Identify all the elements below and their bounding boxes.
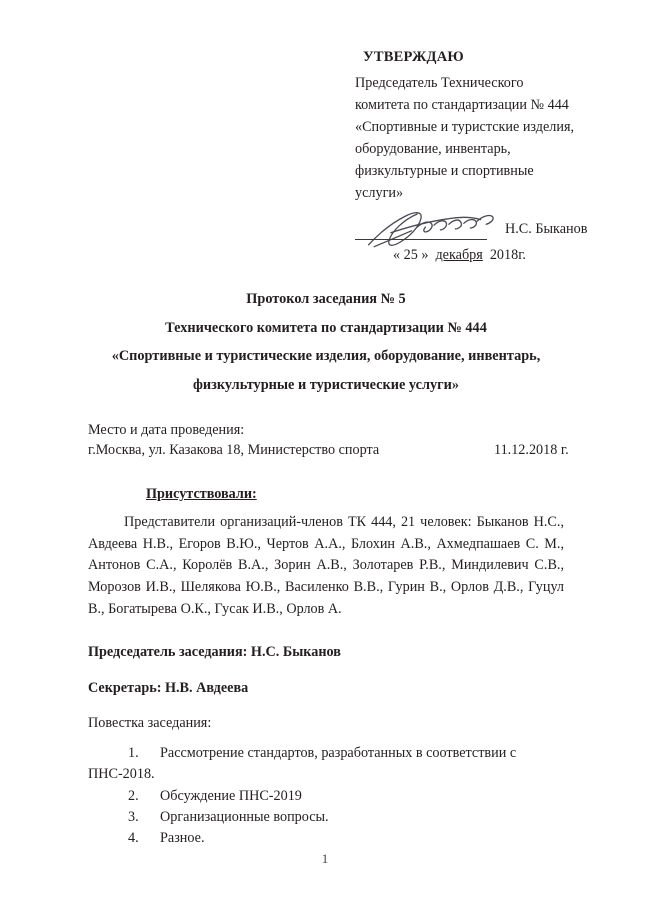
- chairman-line: Председатель заседания: Н.С. Быканов: [88, 644, 341, 661]
- place-date-row: [88, 440, 569, 460]
- document-title: [88, 285, 564, 399]
- approval-line-5: физкультурные и спортивные: [355, 163, 534, 180]
- agenda-item-number: 4.: [128, 830, 139, 847]
- agenda-item-text: Обсуждение ПНС-2019: [160, 787, 302, 804]
- agenda-item: [88, 786, 564, 807]
- agenda-item-text: Рассмотрение стандартов, разработанных в соответствии с ПНС-2018.: [88, 745, 517, 783]
- signature-area: [355, 210, 625, 272]
- handwritten-signature-icon: [363, 206, 503, 250]
- secretary-line: Секретарь: Н.В. Авдеева: [88, 679, 249, 696]
- agenda-item-number: 1.: [128, 745, 139, 762]
- signature-row: [355, 210, 625, 246]
- agenda-item-text: Разное.: [160, 830, 205, 847]
- attendees-text: Представители организаций-членов ТК 444, 21 человек: Быканов Н.С., Авдеева Н.В., Егоров В.Ю., Чертов А.А., Блохин А.В., Ахмедпашаев С. М., Антонов С.А., Королёв В.А., Зорин А.В., Золотарев Р.В., Миндилевич С.В., Морозов И.В., Шелякова Ю.В., Василенко В.В., Гурин В., Орлов Д.В., Гуцул В., Богатырева О.К., Гусак И.В., Орлов А.: [88, 514, 564, 617]
- approval-line-2: комитета по стандартизации № 444: [355, 96, 569, 113]
- page-number: 1: [321, 851, 329, 866]
- agenda-list: [88, 743, 564, 849]
- signature-rule: [355, 239, 487, 240]
- agenda-item-text: Организационные вопросы.: [160, 808, 329, 825]
- signatory-name: Н.С. Быканов: [505, 221, 588, 237]
- place-date-label: Место и дата проведения:: [88, 422, 245, 438]
- approval-block: [355, 48, 623, 205]
- title-line-4: физкультурные и туристические услуги»: [192, 376, 459, 393]
- agenda-label: Повестка заседания:: [88, 714, 212, 731]
- place-value: г.Москва, ул. Казакова 18, Министерство спорта: [88, 442, 380, 459]
- document-body: [88, 420, 569, 850]
- title-line-2: Технического комитета по стандартизации № 444: [165, 319, 487, 336]
- approval-line-3: «Спортивные и туристские изделия,: [355, 118, 575, 135]
- agenda-item-number: 3.: [128, 808, 139, 825]
- meeting-date: 11.12.2018 г.: [494, 442, 569, 459]
- approval-title: УТВЕРЖДАЮ: [363, 49, 464, 65]
- approval-date-day: « 25 »: [393, 247, 429, 263]
- agenda-item: [88, 828, 564, 849]
- approval-line-1: Председатель Технического: [355, 74, 524, 91]
- approval-date: [393, 247, 526, 264]
- approval-date-year: 2018г.: [489, 247, 526, 263]
- agenda-item: [88, 743, 564, 786]
- attendance-heading: Присутствовали:: [146, 486, 257, 503]
- approval-line-4: оборудование, инвентарь,: [355, 141, 511, 158]
- attendance-heading-wrap: [88, 460, 564, 503]
- title-line-3: «Спортивные и туристические изделия, оборудование, инвентарь,: [111, 348, 541, 365]
- approval-line-6: услуги»: [355, 185, 404, 202]
- agenda-item: [88, 807, 564, 828]
- approval-date-month: декабря: [435, 247, 483, 263]
- agenda-item-number: 2.: [128, 787, 139, 804]
- title-line-1: Протокол заседания № 5: [246, 291, 406, 307]
